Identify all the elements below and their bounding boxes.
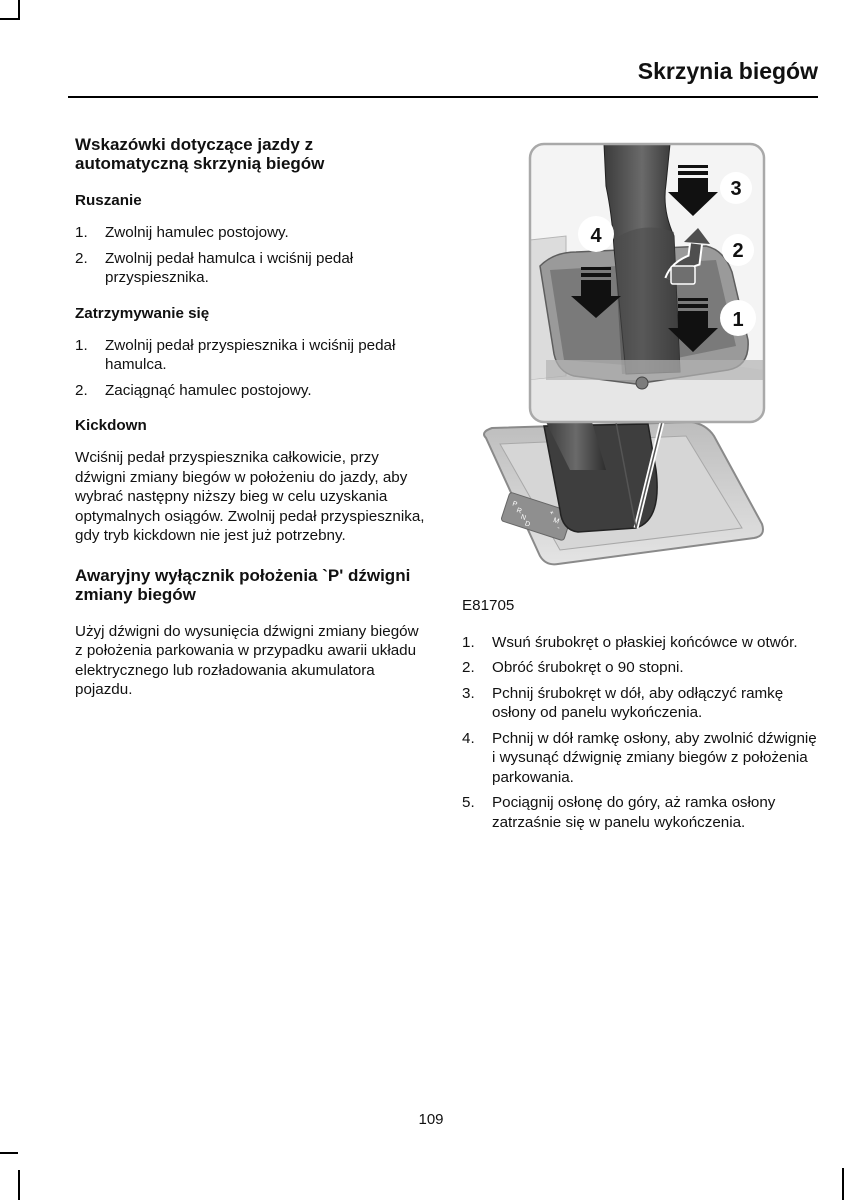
emergency-release-steps-list xyxy=(462,633,822,833)
gate-manual-minus: - xyxy=(556,524,561,532)
callout-number: 1 xyxy=(732,309,744,331)
gate-letter-n: N xyxy=(519,513,527,522)
list-item xyxy=(462,729,822,788)
stopping-steps-list xyxy=(75,336,430,401)
list-item-number: 5. xyxy=(462,794,475,811)
list-item-text: Zwolnij pedał hamulca i wciśnij pedał przyspiesznika. xyxy=(105,249,354,286)
callout-badge-2 xyxy=(722,234,754,266)
crop-mark-top-left-h xyxy=(0,18,20,20)
emergency-release-paragraph: Użyj dźwigni do wysunięcia dźwigni zmiany biegów z położenia parkowania w przypadku awarii układu elektrycznego lub rozładowania akumulatora pojazdu. xyxy=(75,622,419,698)
list-item xyxy=(462,658,822,678)
list-item-number: 4. xyxy=(462,729,475,747)
crop-mark-bottom-left-h xyxy=(0,1152,18,1154)
subheading-starting: Ruszanie xyxy=(75,192,142,209)
list-item-text: Pociągnij osłonę do góry, aż ramka osłony zatrzaśnie się w panelu wykończenia. xyxy=(492,794,776,831)
gear-lever-drawing xyxy=(466,140,784,580)
list-item xyxy=(75,381,430,401)
gate-manual-plus: + xyxy=(548,509,555,518)
callout-number: 4 xyxy=(590,225,602,247)
right-column xyxy=(462,596,822,848)
header-rule xyxy=(68,96,818,98)
list-item-number: 2. xyxy=(462,659,475,676)
list-item-number: 1. xyxy=(75,224,88,241)
list-item-text: Zaciągnąć hamulec postojowy. xyxy=(105,381,312,399)
list-item xyxy=(462,684,822,723)
callout-number: 3 xyxy=(730,178,742,200)
list-item-text: Zwolnij hamulec postojowy. xyxy=(105,224,289,241)
list-item-text: Wsuń śrubokręt o płaskiej końcówce w otwór. xyxy=(492,633,798,651)
figure-caption: E81705 xyxy=(462,597,515,614)
list-item xyxy=(462,633,822,653)
list-item-text: Obróć śrubokręt o 90 stopni. xyxy=(492,659,684,676)
gate-letter-r: R xyxy=(515,507,523,516)
list-item-number: 1. xyxy=(75,336,88,354)
list-item-number: 2. xyxy=(75,381,88,399)
list-item xyxy=(75,336,430,375)
list-item-text: Zwolnij pedał przyspiesznika i wciśnij pedał hamulca. xyxy=(105,336,396,373)
list-item-text: Pchnij śrubokręt w dół, aby odłączyć ramkę osłony od panelu wykończenia. xyxy=(492,684,784,721)
gate-letter-d: D xyxy=(523,520,531,529)
list-item-number: 1. xyxy=(462,633,475,651)
callout-badge-3 xyxy=(720,172,752,204)
subheading-stopping: Zatrzymywanie się xyxy=(75,304,210,322)
list-item xyxy=(75,223,430,243)
gate-manual-m: M xyxy=(552,516,561,526)
left-column xyxy=(75,135,430,716)
list-item xyxy=(75,249,430,288)
page-title: Skrzynia biegów xyxy=(637,58,818,84)
list-item-number: 2. xyxy=(75,249,88,267)
gate-letter-p: P xyxy=(511,500,518,509)
callout-badge-1 xyxy=(720,300,756,336)
page-number: 109 xyxy=(418,1111,444,1128)
section-title-automatic-driving: Wskazówki dotyczące jazdy z automatyczną skrzynią biegów xyxy=(75,135,325,173)
starting-steps-list xyxy=(75,223,430,288)
kickdown-paragraph: Wciśnij pedał przyspiesznika całkowicie, przy dźwigni zmiany biegów w położeniu do jazdy, aby wybrać następny niższy bieg w celu uzyskania optymalnych osiągów. Zwolnij pedał przyspiesznika, gdy tryb kickdown nie jest już potrzebny. xyxy=(75,449,425,544)
crop-mark-top-left xyxy=(18,0,20,18)
callout-badge-4 xyxy=(578,216,614,252)
crop-mark-bottom-left xyxy=(18,1170,20,1200)
list-item-number: 3. xyxy=(462,684,475,702)
subheading-kickdown: Kickdown xyxy=(75,417,147,434)
section-title-emergency-release: Awaryjny wyłącznik położenia `P' dźwigni zmiany biegów xyxy=(75,565,411,604)
gear-lever-illustration xyxy=(466,140,784,580)
crop-mark-bottom-right xyxy=(842,1168,844,1200)
callout-number: 2 xyxy=(732,240,744,262)
list-item xyxy=(462,793,822,832)
list-item-text: Pchnij w dół ramkę osłony, aby zwolnić dźwignię i wysunąć dźwignię zmiany biegów z położenia parkowania. xyxy=(492,729,817,786)
